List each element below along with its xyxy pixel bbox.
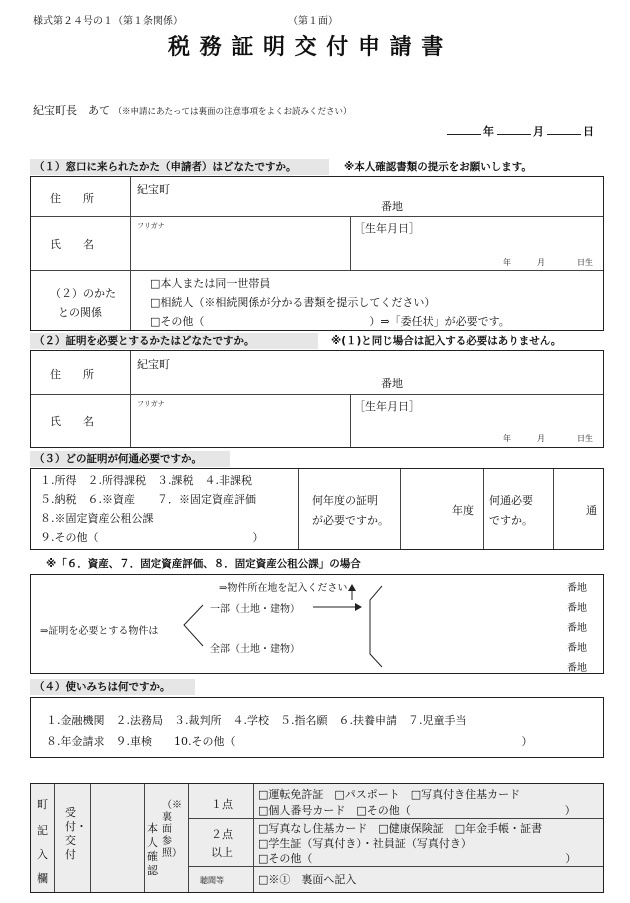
one-point-docs-line2[interactable]: □個人番号カード □その他（ ）: [258, 804, 576, 817]
office-col-char-3: 入: [37, 848, 48, 861]
subject-birth-label: ［生年月日］: [354, 400, 420, 413]
subject-birth-day[interactable]: 日生: [577, 434, 593, 443]
section2-heading: （２）証明を必要とするかたはどなたですか。: [30, 333, 318, 349]
applicant-address-label: 住 所: [50, 192, 94, 205]
one-point-docs-line1[interactable]: □運転免許証 □パスポート □写真付き住基カード: [258, 788, 521, 801]
two-point-label-line1: ２点: [211, 828, 233, 841]
identity-check-note: （※裏面参照）: [162, 800, 182, 859]
purpose-options-row1[interactable]: １.金融機関 ２.法務局 ３.裁判所 ４.学校 ５.指名願 ６.扶養申請 ７.児童手当: [46, 714, 467, 727]
applicant-birth-day[interactable]: 日生: [577, 258, 593, 267]
relation-label-line1: （２）のかた: [50, 287, 116, 300]
subject-birth-month[interactable]: 月: [537, 434, 545, 443]
section3-heading: （３）どの証明が何通必要ですか。: [30, 451, 230, 467]
applicant-name-label: 氏 名: [50, 238, 94, 251]
date-year-label: 年: [483, 125, 494, 138]
banchi-5: 番地: [567, 663, 587, 674]
property-heading: ※「６．資産、７．固定資産評価、８．固定資産公租公課」の場合: [46, 558, 361, 570]
applicant-address-banchi: 番地: [381, 200, 403, 213]
applicant-birth-month[interactable]: 月: [537, 258, 545, 267]
year-unit: 年度: [452, 504, 474, 517]
two-point-label-line2: 以上: [211, 846, 233, 859]
relation-option-heir[interactable]: □相続人（※相続関係が分かる書類を提示してください）: [150, 296, 436, 309]
two-point-docs-line1[interactable]: □写真なし住基カード □健康保険証 □年金手帳・証書: [258, 822, 543, 835]
addressee-name: 紀宝町長 あて: [33, 104, 110, 117]
page-label: （第１面）: [288, 16, 338, 27]
office-col-char-1: 町: [37, 798, 48, 811]
hearing-option[interactable]: □※① 裏面へ記入: [258, 873, 357, 886]
all-option[interactable]: 全部（土地・建物）: [210, 644, 300, 655]
subject-name-label: 氏 名: [50, 415, 94, 428]
year-question-line2: が必要ですか。: [312, 514, 389, 527]
subject-furigana[interactable]: フリガナ: [137, 400, 165, 408]
date-month-label: 月: [533, 125, 544, 138]
one-point-label: １点: [211, 798, 233, 811]
count-question-line2: ですか。: [489, 514, 533, 527]
partial-option[interactable]: 一部（土地・建物）: [210, 604, 300, 615]
applicant-furigana[interactable]: フリガナ: [137, 222, 165, 230]
purpose-options-row2[interactable]: ８.年金請求 ９.車検 10.その他（ ）: [46, 735, 533, 748]
applicant-birth-year[interactable]: 年: [503, 258, 511, 267]
section1-note: ※本人確認書類の提示をお願いします。: [344, 161, 532, 173]
certificate-options-row2[interactable]: ５.納税 ６.※資産 ７．※固定資産評価: [40, 493, 256, 506]
year-question-line1: 何年度の証明: [312, 494, 378, 507]
count-question-line1: 何通必要: [489, 494, 533, 507]
section1-heading: （１）窓口に来られたかた（申請者）はどなたですか。: [30, 159, 329, 175]
reception-delivery-label: 受付・交付: [65, 806, 87, 861]
certificate-options-row3[interactable]: ８.※固定資産公租公課: [40, 512, 154, 525]
count-unit: 通: [586, 504, 597, 517]
relation-option-other[interactable]: □その他（ ）⇒「委任状」が必要です。: [150, 315, 510, 328]
subject-address-label: 住 所: [50, 368, 94, 381]
subject-address-banchi: 番地: [381, 377, 403, 390]
property-prompt: ⇒証明を必要とする物件は: [40, 626, 159, 637]
form-number: 様式第２４号の１（第１条関係）: [33, 16, 183, 27]
page-title: 税 務 証 明 交 付 申 請 書: [168, 34, 445, 60]
addressee-note: （※申請にあたっては裏面の注意事項をよくお読みください）: [113, 107, 352, 117]
date-day-label: 日: [583, 125, 594, 138]
banchi-3: 番地: [567, 623, 587, 634]
two-point-docs-line3[interactable]: □その他（ ）: [258, 852, 577, 865]
section4-heading: （４）使いみちは何ですか。: [30, 679, 195, 695]
office-col-char-2: 記: [37, 824, 48, 837]
subject-address-prefill[interactable]: 紀宝町: [137, 358, 170, 371]
banchi-4: 番地: [567, 643, 587, 654]
applicant-address-prefill[interactable]: 紀宝町: [137, 183, 170, 196]
identity-check-label: 本人確認: [147, 822, 158, 877]
certificate-options-other[interactable]: ９.その他（ ）: [40, 531, 264, 544]
two-point-docs-line2[interactable]: □学生証（写真付き）・社員証（写真付き）: [258, 837, 472, 850]
location-prompt: ⇒物件所在地を記入ください: [219, 583, 348, 594]
subject-birth-year[interactable]: 年: [503, 434, 511, 443]
certificate-options-row1[interactable]: １.所得 ２.所得課税 ３.課税 ４.非課税: [40, 474, 252, 487]
hearing-label: 聴聞等: [200, 876, 224, 885]
banchi-1: 番地: [567, 583, 587, 594]
applicant-birth-label: ［生年月日］: [354, 222, 420, 235]
section2-note: ※(１)と同じ場合は記入する必要はありません。: [331, 335, 562, 347]
banchi-2: 番地: [567, 603, 587, 614]
office-col-char-4: 欄: [37, 872, 48, 885]
relation-label-line2: との関係: [58, 306, 102, 319]
relation-option-self[interactable]: □本人または同一世帯員: [150, 277, 271, 290]
